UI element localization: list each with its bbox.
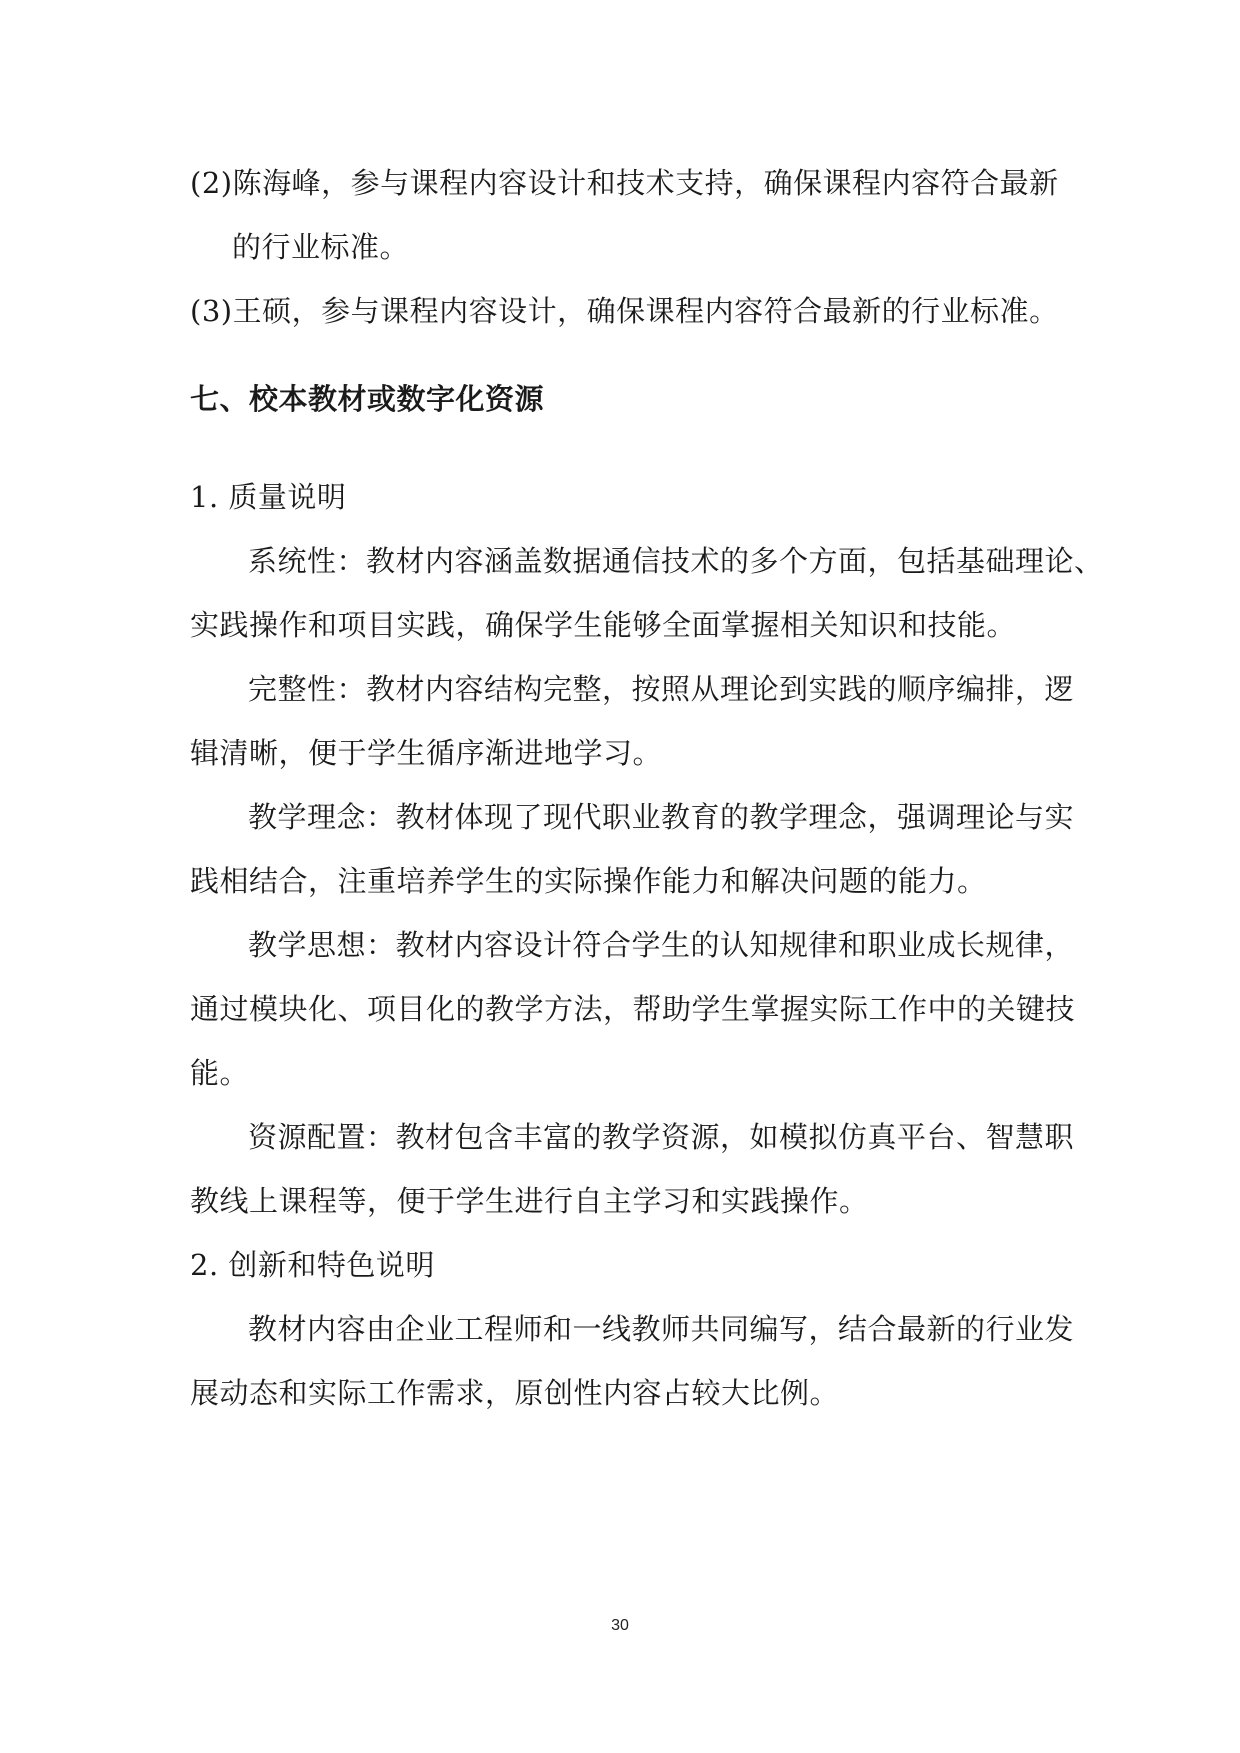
subsection-title-innovation: 2. 创新和特色说明 bbox=[190, 1248, 435, 1282]
paragraph-teaching-thought-line-3: 能。 bbox=[190, 1056, 250, 1090]
paragraph-innovation-line-1: 教材内容由企业工程师和一线教师共同编写，结合最新的行业发 bbox=[248, 1312, 1075, 1346]
paragraph-innovation-line-2: 展动态和实际工作需求，原创性内容占较大比例。 bbox=[190, 1376, 840, 1410]
paragraph-resources-line-2: 教线上课程等，便于学生进行自主学习和实践操作。 bbox=[190, 1184, 869, 1218]
list-item-2-line-2: 的行业标准。 bbox=[232, 230, 410, 264]
paragraph-completeness-line-2: 辑清晰，便于学生循序渐进地学习。 bbox=[190, 736, 663, 770]
paragraph-teaching-thought-line-2: 通过模块化、项目化的教学方法，帮助学生掌握实际工作中的关键技 bbox=[190, 992, 1076, 1026]
subsection-title-quality: 1. 质量说明 bbox=[190, 480, 347, 514]
paragraph-teaching-concept-line-2: 践相结合，注重培养学生的实际操作能力和解决问题的能力。 bbox=[190, 864, 987, 898]
paragraph-teaching-thought-line-1: 教学思想：教材内容设计符合学生的认知规律和职业成长规律， bbox=[248, 928, 1075, 962]
paragraph-teaching-concept-line-1: 教学理念：教材体现了现代职业教育的教学理念，强调理论与实 bbox=[248, 800, 1075, 834]
page-number: 30 bbox=[611, 1617, 629, 1634]
list-item-3: (3)王硕，参与课程内容设计，确保课程内容符合最新的行业标准。 bbox=[190, 294, 1059, 328]
paragraph-resources-line-1: 资源配置：教材包含丰富的教学资源，如模拟仿真平台、智慧职 bbox=[248, 1120, 1075, 1154]
paragraph-completeness-line-1: 完整性：教材内容结构完整，按照从理论到实践的顺序编排，逻 bbox=[248, 672, 1075, 706]
section-heading: 七、校本教材或数字化资源 bbox=[190, 382, 545, 416]
paragraph-systematic-line-1: 系统性：教材内容涵盖数据通信技术的多个方面，包括基础理论、 bbox=[248, 544, 1104, 578]
paragraph-systematic-line-2: 实践操作和项目实践，确保学生能够全面掌握相关知识和技能。 bbox=[190, 608, 1017, 642]
list-item-2-line-1: (2)陈海峰，参与课程内容设计和技术支持，确保课程内容符合最新 bbox=[190, 166, 1059, 200]
